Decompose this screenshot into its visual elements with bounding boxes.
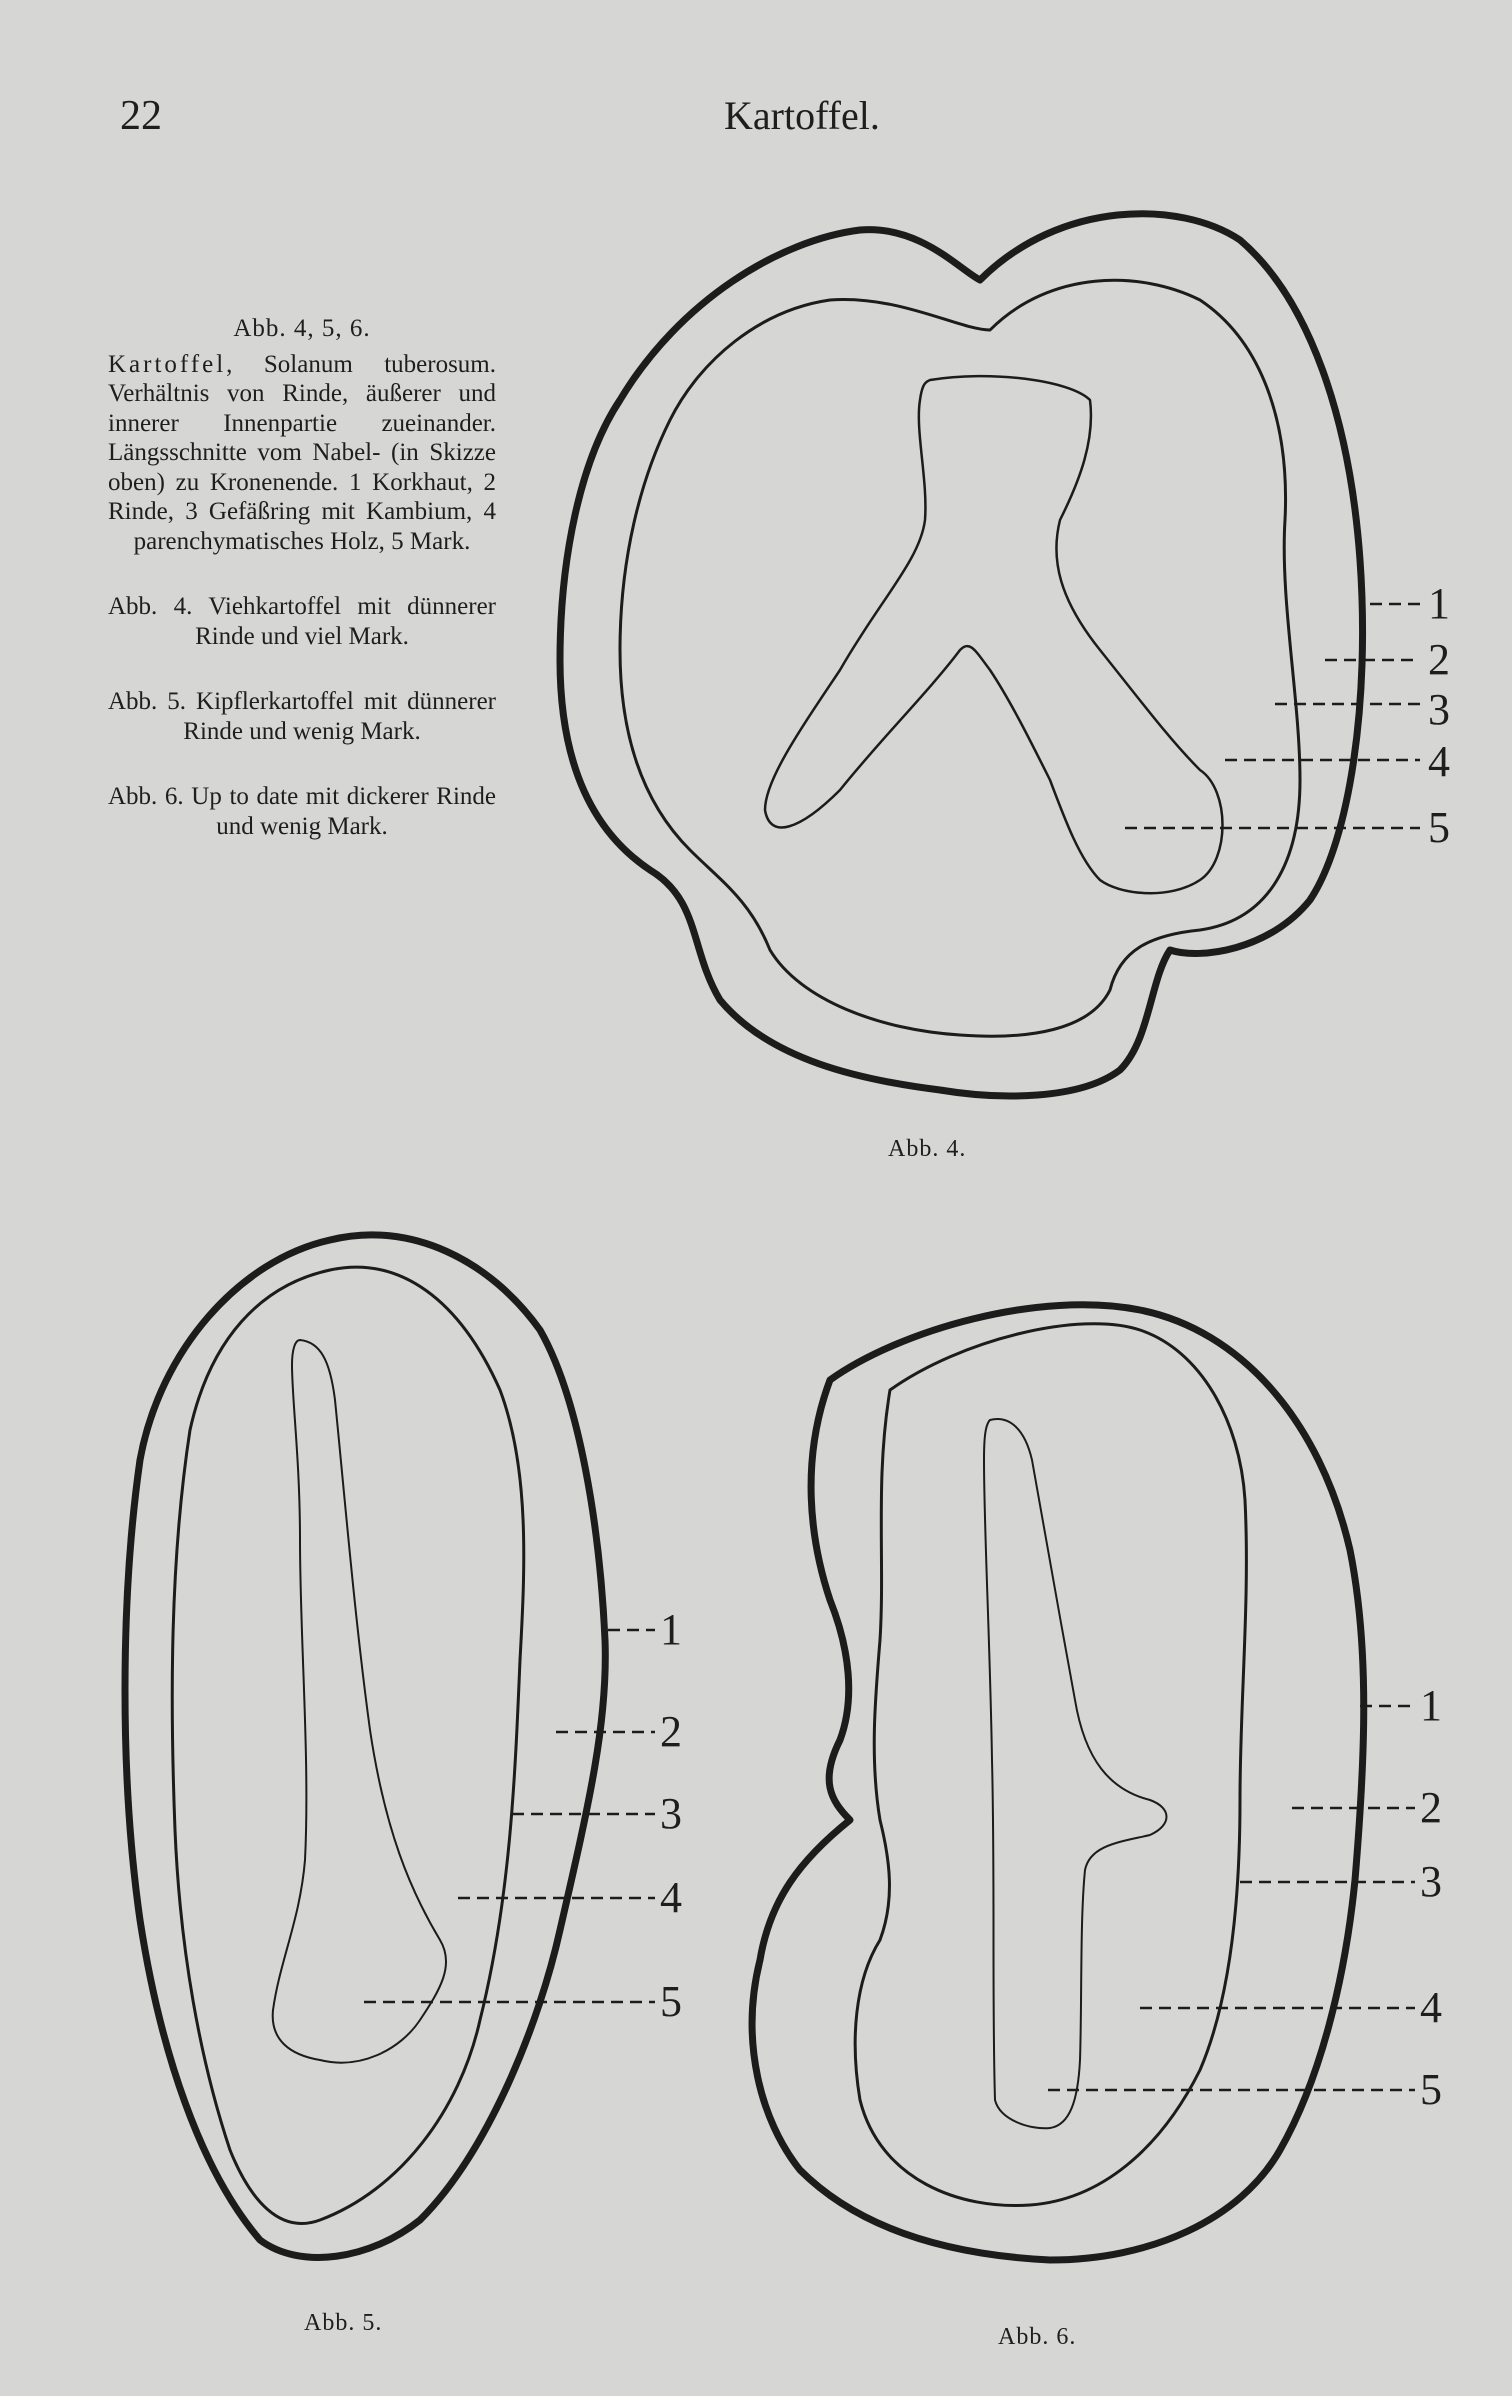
abb4-layer-3: 3 bbox=[1428, 685, 1450, 734]
page-number: 22 bbox=[120, 93, 162, 139]
caption-entry-abb6: Abb. 6. Up to date mit dickerer Rinde und wenig Mark. bbox=[108, 783, 496, 840]
figure-label-abb5: Abb. 5. bbox=[304, 2310, 383, 2336]
caption-heading: Abb. 4, 5, 6. bbox=[233, 315, 371, 342]
abb4-layer-4: 4 bbox=[1428, 737, 1450, 786]
figure-label-abb6: Abb. 6. bbox=[998, 2324, 1077, 2350]
abb4-layer-2: 2 bbox=[1428, 635, 1450, 684]
figure-abb5-drawing bbox=[125, 1235, 605, 2258]
caption-entry-abb4: Abb. 4. Viehkartoffel mit dünnerer Rinde und viel Mark. bbox=[108, 593, 496, 650]
abb4-layer-1: 1 bbox=[1428, 579, 1450, 628]
abb4-cortex-boundary bbox=[620, 280, 1300, 1036]
abb4-outer-skin bbox=[560, 214, 1363, 1096]
abb5-layer-1: 1 bbox=[660, 1605, 682, 1654]
abb4-pith bbox=[765, 376, 1223, 893]
abb6-layer-3: 3 bbox=[1420, 1857, 1442, 1906]
abb5-cortex-boundary bbox=[172, 1267, 524, 2223]
abb6-pith bbox=[984, 1419, 1167, 2128]
abb5-layer-3: 3 bbox=[660, 1789, 682, 1838]
figure-label-abb4: Abb. 4. bbox=[888, 1136, 967, 1162]
abb6-layer-5: 5 bbox=[1420, 2065, 1442, 2114]
running-title: Kartoffel. bbox=[724, 93, 880, 138]
abb5-layer-4: 4 bbox=[660, 1873, 682, 1922]
figure-abb6-drawing bbox=[752, 1305, 1364, 2260]
abb5-layer-2: 2 bbox=[660, 1707, 682, 1756]
abb6-cortex-boundary bbox=[855, 1324, 1246, 2206]
figure-abb4-drawing bbox=[560, 214, 1363, 1096]
abb4-layer-5: 5 bbox=[1428, 803, 1450, 852]
abb6-layer-1: 1 bbox=[1420, 1681, 1442, 1730]
abb5-layer-5: 5 bbox=[660, 1977, 682, 2026]
caption-main-text: , Solanum tuberosum. Verhältnis von Rinde, äußerer und innerer Innenpartie zueinander. Längsschnitte vom Nabel- (in Skizze oben) zu Kronenende. 1 Korkhaut, 2 Rinde, 3 Gefäßring mit Kambium, 4 parenchymatisches Holz, 5 Mark. bbox=[108, 350, 496, 555]
abb5-pith bbox=[273, 1340, 446, 2063]
caption-species-name: Kartoffel bbox=[108, 350, 227, 378]
caption-entry-abb5: Abb. 5. Kipflerkartoffel mit dünnerer Rinde und wenig Mark. bbox=[108, 688, 496, 745]
abb6-layer-4: 4 bbox=[1420, 1983, 1442, 2032]
abb5-outer-skin bbox=[125, 1235, 605, 2258]
abb6-outer-skin bbox=[752, 1305, 1364, 2260]
abb6-layer-2: 2 bbox=[1420, 1783, 1442, 1832]
